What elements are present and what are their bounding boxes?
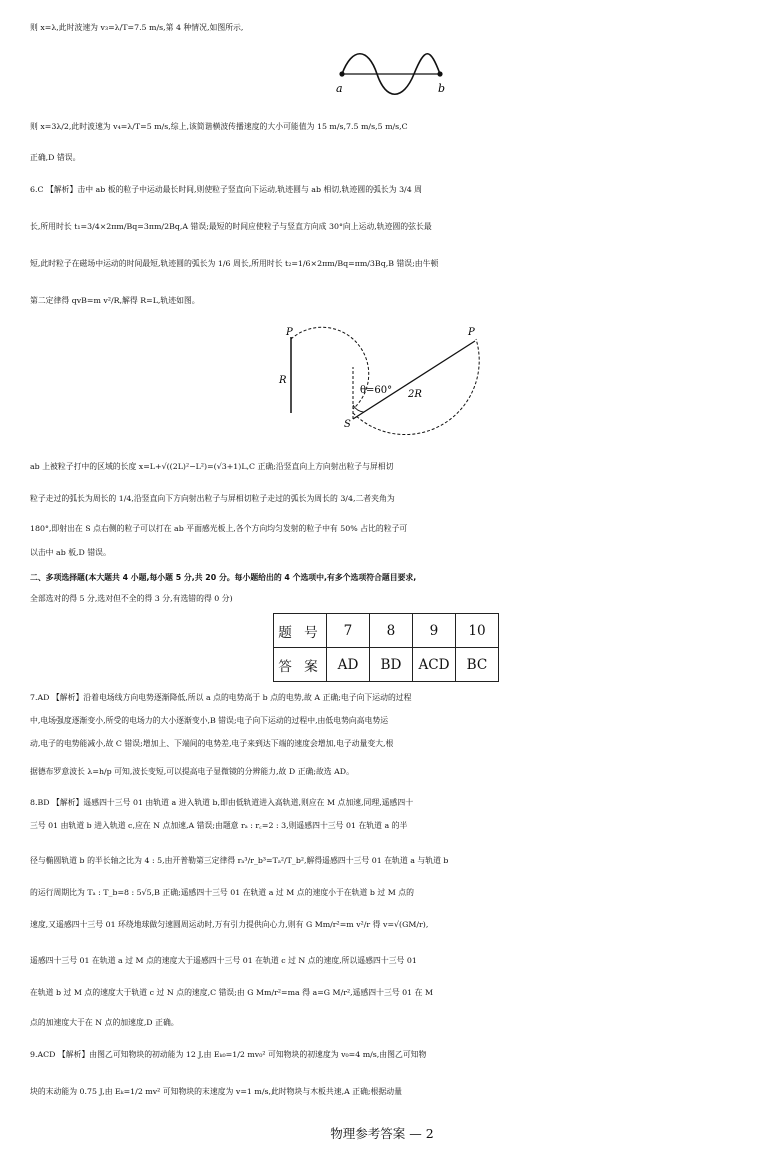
text-line: 块的末动能为 0.75 J,由 Eₖ=1/2 mv² 可知物块的末速度为 v=1 m/s,此时物块与木板共速,A 正确;根据动量 [30,1087,402,1096]
table-row [274,614,499,648]
answer-table [273,613,499,682]
text-line: 据德布罗意波长 λ=h/p 可知,波长变短,可以提高电子显微镜的分辨能力,故 D 正确;故选 AD。 [30,767,354,776]
angle-arc [353,405,364,412]
text-line: 短,此时粒子在磁场中运动的时间最短,轨迹圆的弧长为 1/6 周长,所用时长 t₂=1/6×2πm/Bq=πm/3Bq,B 错误;由牛顿 [30,259,439,268]
page-footer: 物理参考答案 — 2 [330,1126,434,1141]
text-line: 以击中 ab 板,D 错误。 [30,548,111,557]
text-line: 全部选对的得 5 分,选对但不全的得 3 分,有选错的得 0 分) [30,594,233,603]
text-line: 三号 01 由轨道 b 进入轨道 c,应在 N 点加速,A 错误;由题意 rₐ : r꜀=2 : 3,则遥感四十三号 01 在轨道 a 的半 [30,821,408,830]
answer-label-cell: 答 案 [274,648,327,682]
label-P-left: P [286,327,293,338]
table-row [274,648,499,682]
text-line: 遥感四十三号 01 在轨道 a 过 M 点的速度大于遥感四十三号 01 在轨道 c 过 N 点的速度,所以遥感四十三号 01 [30,956,417,965]
text-line: 中,电场强度逐渐变小,所受的电场力的大小逐渐变小,B 错误;电子向下运动的过程中,由低电势向高电势运 [30,716,389,725]
text-line: 则 x=3λ/2,此时波速为 v₄=λ/T=5 m/s,综上,该简谐横波传播速度的大小可能值为 15 m/s,7.5 m/s,5 m/s,C [30,122,408,131]
text-line: 速度,又遥感四十三号 01 环绕地球做匀速圆周运动时,万有引力提供向心力,则有 G Mm/r²=m v²/r 得 v=√(GM/r), [30,920,429,929]
text-line: 的运行周期比为 Tₐ : T_b=8 : 5√5,B 正确;遥感四十三号 01 在轨道 a 过 M 点的速度小于在轨道 b 过 M 点的 [30,888,414,897]
trajectory-figure [278,323,494,445]
label-S: S [344,419,351,430]
answer-cell: ACD [413,648,456,682]
question-9-start: 9.ACD 【解析】由图乙可知物块的初动能为 12 J,由 Eₖ₀=1/2 mv₀² 可知物块的初速度为 v₀=4 m/s,由图乙可知物 [30,1050,427,1059]
answer-cell: BC [456,648,499,682]
text-line: 正确,D 错误。 [30,153,81,162]
text-line: 长,所用时长 t₁=3/4×2πm/Bq=3πm/2Bq,A 错误;最短的时间应使粒子与竖直方向成 30°向上运动,轨迹圆的弦长最 [30,222,432,231]
point-a [339,71,344,76]
label-a: a [336,82,343,95]
text-line: 第二定律得 qvB=m v²/R,解得 R=L,轨迹如图。 [30,296,200,305]
answer-cell: AD [327,648,370,682]
question-7-start: 7.AD 【解析】沿着电场线方向电势逐渐降低,所以 a 点的电势高于 b 点的电势,故 A 正确;电子向下运动的过程 [30,693,412,702]
question-cell: 10 [456,614,499,648]
label-R: R [279,375,287,386]
question-cell: 7 [327,614,370,648]
question-cell: 8 [370,614,413,648]
answer-cell: BD [370,648,413,682]
question-6-start: 6.C 【解析】击中 ab 板的粒子中运动最长时间,则使粒子竖直向下运动,轨迹圆与 ab 相切,轨迹圆的弧长为 3/4 周 [30,185,423,194]
question-cell: 9 [413,614,456,648]
text-line: 粒子走过的弧长为周长的 1/4,沿竖直向下方向射出粒子与屏相切粒子走过的弧长为周长的 3/4,二者夹角为 [30,494,395,503]
text-line: 径与椭圆轨道 b 的半长轴之比为 4 : 5,由开普勒第三定律得 rₐ³/r_b³=Tₐ²/T_b²,解得遥感四十三号 01 在轨道 a 与轨道 b [30,856,449,865]
label-theta: θ=60° [360,385,393,396]
text-line: 180°,即射出在 S 点右侧的粒子可以打在 ab 平面感光板上,各个方向均匀发射的粒子中有 50% 占比的粒子可 [30,524,408,533]
section-heading: 二、多项选择题(本大题共 4 小题,每小题 5 分,共 20 分。每小题给出的 4 个选项中,有多个选项符合题目要求, [30,573,417,582]
point-b [437,71,442,76]
trajectory-arc-up [291,327,369,409]
text-line: 则 x=λ,此时波速为 v₃=λ/T=7.5 m/s,第 4 种情况,如图所示, [30,23,244,32]
text-line: 在轨道 b 过 M 点的速度大于轨道 c 过 N 点的速度,C 错误;由 G Mm/r²=ma 得 a=G M/r²,遥感四十三号 01 在 M [30,988,434,997]
label-P-right: P [468,327,475,338]
header-label-cell: 题 号 [274,614,327,648]
text-line: 动,电子的电势能减小,故 C 错误;增加上、下端间的电势差,电子来到达下端的速度会增加,电子动量变大,根 [30,739,394,748]
chord-2R [353,341,475,419]
label-2R: 2R [408,389,422,400]
text-line: ab 上被粒子打中的区域的长度 x=L+√((2L)²−L²)=(√3+1)L,C 正确;沿竖直向上方向射出粒子与屏相切 [30,462,394,471]
wave-figure [330,42,450,98]
text-line: 点的加速度大于在 N 点的加速度,D 正确。 [30,1018,179,1027]
label-b: b [438,82,446,95]
question-8-start: 8.BD 【解析】遥感四十三号 01 由轨道 a 进入轨道 b,即由低轨道进入高轨道,则应在 M 点加速,同理,遥感四十 [30,798,414,807]
